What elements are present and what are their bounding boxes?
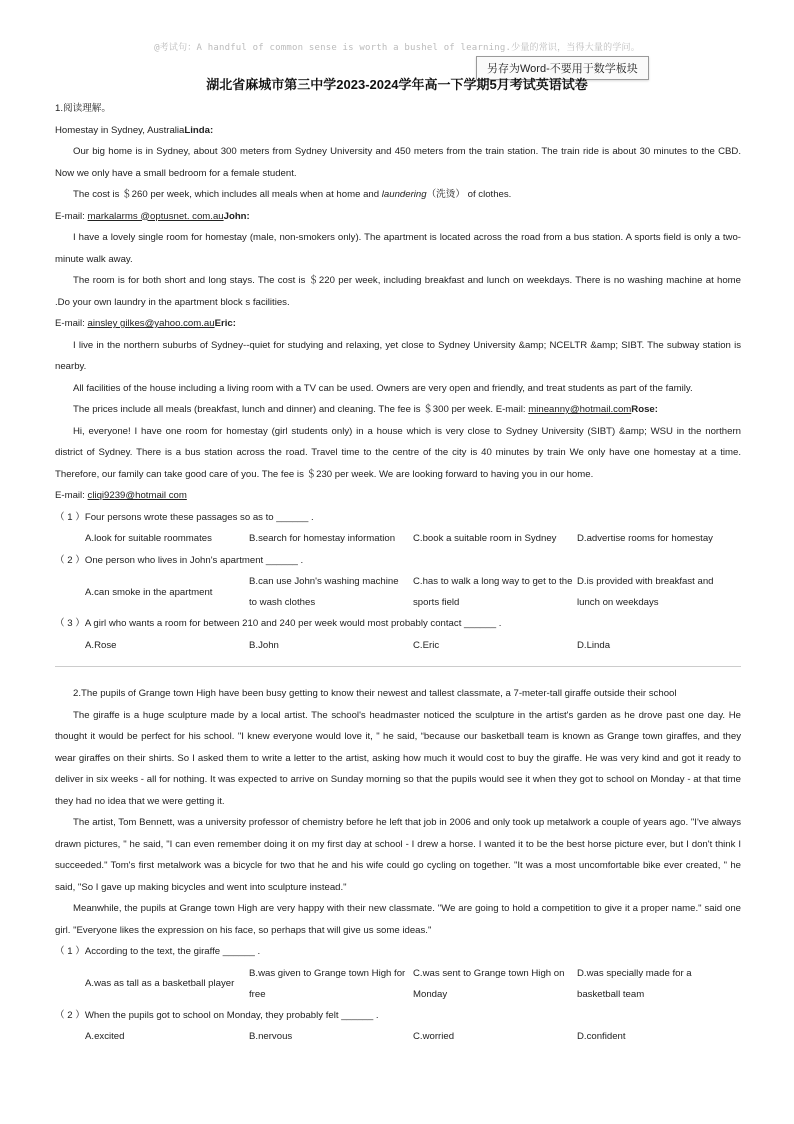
question-stem: （ 1 ）According to the text, the giraffe ______ . xyxy=(55,946,261,957)
option-b[interactable]: B.was given to Grange town High for free xyxy=(249,967,406,1000)
option-a[interactable]: A.can smoke in the apartment xyxy=(85,586,213,598)
option-c[interactable]: C.worried xyxy=(413,1031,455,1042)
option-a[interactable]: A.Rose xyxy=(85,639,117,651)
paragraph-giraffe-intro: 2.The pupils of Grange town High have been busy getting to know their newest and tallest classmate, a 7-meter-tall giraffe outside their school xyxy=(73,688,677,699)
option-a[interactable]: A.excited xyxy=(85,1031,125,1042)
intro-text: Homestay in Sydney, Australia xyxy=(55,124,185,136)
question-stem: （ 3 ）A girl who wants a room for between 210 and 240 per week would most probably contact ______ . xyxy=(55,618,502,629)
author-linda: Linda: xyxy=(184,124,214,136)
option-c[interactable]: C.Eric xyxy=(413,639,440,651)
save-as-word-button[interactable]: 另存为Word-不要用于数学板块 xyxy=(476,56,649,80)
paragraph-rose: Hi, everyone! I have one room for homestay (girl students only) in a house which is very close to Sydney University (SIBT) &amp; WSU in the northern district of Sydney. There is a bus station across the road. Travel time to the centre of the city is 40 minutes by train We only have one homestay at a time. Therefore, our family can take good care of you. The fee is ＄230 per week. We are looking forward to having you in our home. xyxy=(55,425,741,480)
question-options xyxy=(55,963,741,1005)
author-john: John: xyxy=(223,210,250,222)
option-c[interactable]: C.has to walk a long way to get to the sports field xyxy=(413,576,573,608)
option-a[interactable]: A.was as tall as a basketball player xyxy=(85,978,235,989)
option-d[interactable]: D.confident xyxy=(577,1031,626,1042)
question-stem: （ 2 ）When the pupils got to school on Monday, they probably felt ______ . xyxy=(55,1009,379,1021)
cost-text: The cost is ＄260 per week, which includes all meals when at home and xyxy=(73,189,382,200)
paragraph-linda: Our big home is in Sydney, about 300 meters from Sydney University and 450 meters from the train station. The train ride is about 30 minutes to the CBD. Now we only have a small bedroom for a female student. xyxy=(55,146,741,179)
email-label: E-mail: xyxy=(55,318,88,329)
paragraph-pupils: Meanwhile, the pupils at Grange town High are very happy with their new classmate. "We are going to hold a competition to give it a proper name." said one girl. "Everyone likes the expression on his face, so perhaps that will give us some ideas." xyxy=(55,903,741,936)
author-eric: Eric: xyxy=(214,318,236,329)
email-link-2[interactable]: ainsley gilkes@yahoo.com.au xyxy=(87,318,215,329)
page-title: 湖北省麻城市第三中学2023-2024学年高一下学期5月考试英语试卷 xyxy=(206,77,588,92)
paragraph-eric-facilities: All facilities of the house including a living room with a TV can be used. Owners are very open and friendly, and treat students as part of the family. xyxy=(73,382,693,394)
email-link-3[interactable]: mineanny@hotmail.com xyxy=(528,404,632,415)
option-b[interactable]: B.nervous xyxy=(249,1031,293,1042)
email-line-1 xyxy=(55,206,741,228)
paragraph-eric: I live in the northern suburbs of Sydney--quiet for studying and relaxing, yet close to Sydney University &amp; NCELTR &amp; SIBT. The subway station is nearby. xyxy=(55,339,741,372)
paragraph-eric-price xyxy=(55,399,741,421)
author-rose: Rose: xyxy=(631,404,658,415)
option-b[interactable]: B.can use John's washing machine to wash clothes xyxy=(249,576,399,608)
email-line-2 xyxy=(55,313,741,335)
question-stem: （ 1 ）Four persons wrote these passages so as to ______ . xyxy=(55,511,314,523)
watermark-text: @考试句：A handful of common sense is worth a bushel of learning.少量的常识，当得大量的学问。 xyxy=(154,43,640,53)
option-d[interactable]: D.Linda xyxy=(577,639,611,651)
email-line-3 xyxy=(55,485,741,507)
question-stem: （ 2 ）One person who lives in John's apartment ______ . xyxy=(55,554,304,566)
email-label: E-mail: xyxy=(55,490,88,501)
paragraph-artist: The artist, Tom Bennett, was a university professor of chemistry before he left that job in 2006 and only took up metalwork a couple of years ago. "I've always drawn pictures, " he said, "I can even remember doing it on my first day at school - I drew a horse. I wanted it to be the best horse picture ever, but I don't think I succeeded." Tom's first metalwork was a bicycle for two that he and his wife could go cycling on together. "It was a most uncomfortable bike ever created, " he said, "So I gave up making bicycles and went into sculpture instead." xyxy=(55,817,741,893)
question-options xyxy=(55,528,741,550)
paragraph-linda-cost xyxy=(55,184,741,206)
paragraph-giraffe-headmaster: The giraffe is a huge sculpture made by a local artist. The school's headmaster noticed the sculpture in the artist's garden as he drove past one day. He thought it would be perfect for his school. "I knew everyone would love it, " he said, “because our basketball team is known as Grange town giraffes, and they wear giraffes on their shirts. So I asked them to write a letter to the artist, asking how much it would cost to buy the giraffe. He was very kind and got it ready to deliver in six weeks - all for nothing. It was expected to arrive on Sunday morning so that the pupils would see it when they got to school on Monday - at that time they had no idea that we were getting it. xyxy=(55,709,741,807)
section-divider xyxy=(55,666,741,667)
paragraph-john-cost: The room is for both short and long stays. The cost is ＄220 per week, including breakfast and lunch on weekdays. There is no washing machine at home .Do your own laundry in the apartment block s facilities. xyxy=(55,275,741,308)
section1-heading: 1.阅读理解。 xyxy=(55,103,111,114)
option-c[interactable]: C.was sent to Grange town High on Monday xyxy=(413,967,565,1000)
option-b[interactable]: B.John xyxy=(249,639,279,651)
paragraph-john: I have a lovely single room for homestay (male, non-smokers only). The apartment is located across the road from a bus station. A sports field is only a two-minute walk away. xyxy=(55,232,741,265)
question-options xyxy=(55,1026,741,1048)
option-d[interactable]: D.was specially made for a basketball team xyxy=(577,967,692,1000)
option-a[interactable]: A.look for suitable roommates xyxy=(85,533,212,544)
passage-intro xyxy=(55,120,741,142)
email-link-4[interactable]: cliqi9239@hotmail com xyxy=(87,490,187,501)
exam-content xyxy=(55,98,741,1048)
option-b[interactable]: B.search for homestay information xyxy=(249,533,396,544)
laundering-word: laundering xyxy=(381,189,427,200)
option-c[interactable]: C.book a suitable room in Sydney xyxy=(413,533,557,544)
cost-text-end: （洗烫） of clothes. xyxy=(426,189,512,200)
question-options xyxy=(55,571,741,613)
email-label: E-mail: xyxy=(55,210,88,222)
email-link-1[interactable]: markalarms @optusnet. com.au xyxy=(87,210,224,222)
option-d[interactable]: D.advertise rooms for homestay xyxy=(577,533,713,544)
price-text: The prices include all meals (breakfast, lunch and dinner) and cleaning. The fee is ＄300 per week. E-mail: xyxy=(73,404,529,415)
option-d[interactable]: D.is provided with breakfast and lunch on weekdays xyxy=(577,576,714,608)
question-options xyxy=(55,635,741,657)
